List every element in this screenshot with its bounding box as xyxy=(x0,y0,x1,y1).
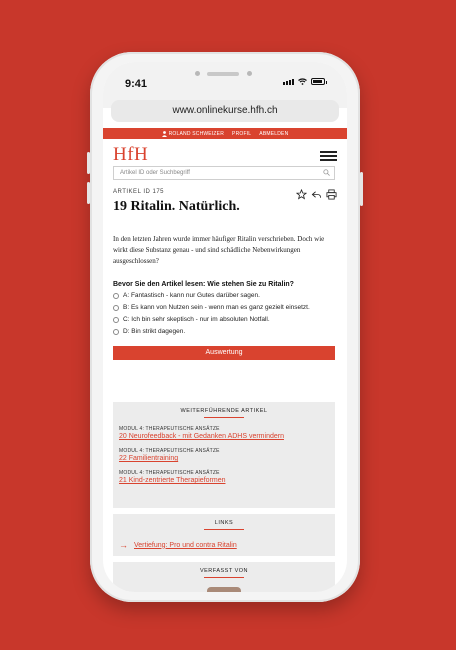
share-icon[interactable] xyxy=(311,189,322,200)
phone-screen xyxy=(103,62,347,592)
related-article-link[interactable]: 21 Kind-zentrierte Therapieformen xyxy=(119,477,226,484)
poll-option[interactable] xyxy=(113,327,337,336)
star-icon[interactable] xyxy=(296,189,307,200)
notch xyxy=(163,68,283,82)
sensor-dot xyxy=(195,71,200,76)
related-article xyxy=(113,470,335,484)
status-icons xyxy=(283,78,325,85)
menu-icon[interactable] xyxy=(320,151,337,161)
search-icon[interactable] xyxy=(323,169,330,176)
address-bar[interactable]: www.onlinekurse.hfh.ch xyxy=(111,100,339,122)
cellular-signal-icon xyxy=(283,79,294,85)
article xyxy=(113,189,337,360)
power-button xyxy=(360,172,363,206)
related-article-module: MODUL 4: THERAPEUTISCHE ANSÄTZE xyxy=(119,448,220,454)
battery-icon xyxy=(311,78,325,85)
related-article xyxy=(113,426,335,440)
radio-button[interactable] xyxy=(113,329,119,335)
profile-link[interactable]: PROFIL xyxy=(232,130,252,137)
link-label[interactable]: Vertiefung: Pro und contra Ritalin xyxy=(134,541,237,549)
logout-link[interactable]: ABMELDEN xyxy=(259,130,289,137)
camera-dot xyxy=(247,71,252,76)
links-title: LINKS xyxy=(113,514,335,530)
related-articles-panel xyxy=(113,402,335,508)
related-article-module: MODUL 4: THERAPEUTISCHE ANSÄTZE xyxy=(119,426,220,432)
article-actions xyxy=(296,189,337,200)
wifi-icon xyxy=(298,78,307,85)
user-name[interactable]: ROLAND SCHWEIZER xyxy=(168,130,225,137)
related-article-module: MODUL 4: THERAPEUTISCHE ANSÄTZE xyxy=(119,470,220,476)
poll-option[interactable] xyxy=(113,291,337,300)
evaluate-button[interactable]: Auswertung xyxy=(113,346,335,360)
search-placeholder: Artikel ID oder Suchbegriff xyxy=(120,170,190,176)
radio-button[interactable] xyxy=(113,317,119,323)
search-input[interactable] xyxy=(113,166,335,180)
site-header xyxy=(103,139,347,187)
status-time: 9:41 xyxy=(125,78,148,90)
poll-option[interactable] xyxy=(113,303,337,312)
print-icon[interactable] xyxy=(326,189,337,200)
links-panel xyxy=(113,514,335,556)
author-panel xyxy=(113,562,335,592)
poll-option-label: B: Es kann von Nutzen sein - wenn man es ganz gezielt einsetzt. xyxy=(123,304,310,311)
poll-option-label: A: Fantastisch - kann nur Gutes darüber sagen. xyxy=(123,292,260,299)
related-article-link[interactable]: 22 Familientraining xyxy=(119,455,179,462)
user-bar xyxy=(103,128,347,139)
phone-frame xyxy=(90,52,360,602)
article-intro: In den letzten Jahren wurde immer häufiger Ritalin verschrieben. Doch wie wirkt diese Substanz genau - und sind schädliche Nebenwirkungen ausgeschlossen? xyxy=(113,235,325,265)
earpiece-speaker xyxy=(207,72,239,76)
site-logo[interactable]: HfH xyxy=(113,144,149,165)
volume-button xyxy=(87,152,90,174)
volume-button xyxy=(87,182,90,204)
link-item[interactable] xyxy=(113,540,335,550)
related-article-link[interactable]: 20 Neurofeedback - mit Gedanken ADHS vermindern xyxy=(119,433,284,440)
user-icon xyxy=(162,131,167,137)
radio-button[interactable] xyxy=(113,293,119,299)
poll-option[interactable] xyxy=(113,315,337,324)
author-avatar xyxy=(207,587,241,592)
poll-option-label: C: Ich bin sehr skeptisch - nur im absoluten Notfall. xyxy=(123,316,270,323)
related-articles-title: WEITERFÜHRENDE ARTIKEL xyxy=(113,402,335,418)
related-article xyxy=(113,448,335,462)
arrow-right-icon: → xyxy=(119,540,128,550)
poll-options xyxy=(113,291,337,336)
article-title: 19 Ritalin. Natürlich. xyxy=(113,199,240,214)
radio-button[interactable] xyxy=(113,305,119,311)
poll-question: Bevor Sie den Artikel lesen: Wie stehen Sie zu Ritalin? xyxy=(113,281,294,288)
article-id: ARTIKEL ID 175 xyxy=(113,189,165,195)
poll-option-label: D: Bin strikt dagegen. xyxy=(123,328,186,335)
author-title: VERFASST VON xyxy=(113,562,335,578)
